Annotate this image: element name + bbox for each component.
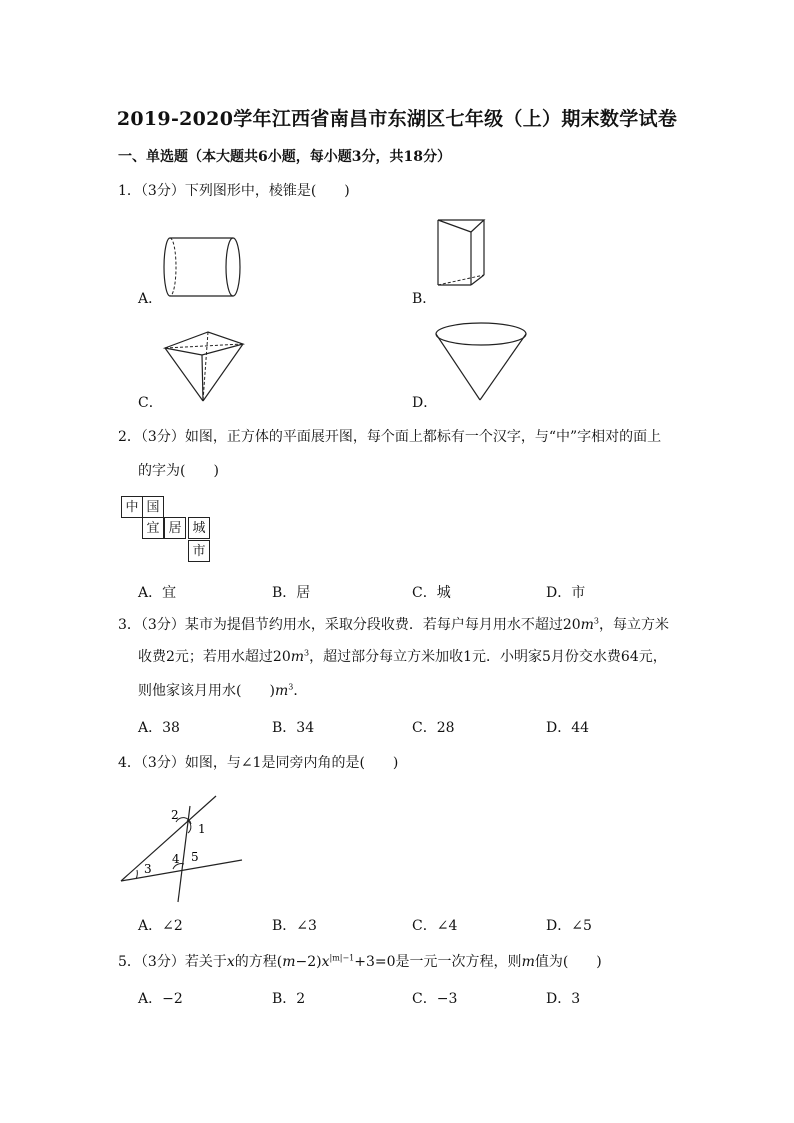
q4-option-a[interactable]: A．∠2 bbox=[138, 918, 183, 934]
page-title: 2019-2020学年江西省南昌市东湖区七年级（上）期末数学试卷 bbox=[116, 108, 678, 130]
q5-option-d[interactable]: D．3 bbox=[546, 991, 581, 1007]
q3-option-a[interactable]: A．38 bbox=[138, 720, 180, 736]
q1-option-d[interactable]: D． bbox=[412, 395, 438, 411]
q3-option-c[interactable]: C．28 bbox=[412, 720, 455, 736]
section-heading: 一、单选题（本大题共6小题，每小题3分，共18分） bbox=[118, 149, 451, 165]
net-cell-guo: 国 bbox=[142, 496, 164, 518]
q2-option-c[interactable]: C．城 bbox=[412, 585, 451, 601]
net-cell-zhong: 中 bbox=[121, 496, 143, 518]
angle-label-5: 5 bbox=[191, 850, 199, 864]
q4-option-b[interactable]: B．∠3 bbox=[272, 918, 317, 934]
q3-stem-line3: 则他家该月用水( )$m^3$． bbox=[138, 682, 308, 699]
q2-stem-line2: 的字为( ) bbox=[138, 463, 219, 479]
figure-cylinder bbox=[160, 234, 250, 300]
q1-option-c[interactable]: C． bbox=[138, 395, 163, 411]
q5-option-b[interactable]: B．2 bbox=[272, 991, 306, 1007]
angle-label-3: 3 bbox=[144, 862, 152, 876]
q3-option-d[interactable]: D．44 bbox=[546, 720, 590, 736]
angle-label-4: 4 bbox=[172, 852, 180, 866]
angle-label-2: 2 bbox=[171, 808, 179, 822]
figure-triangular-prism bbox=[436, 218, 496, 290]
q4-stem: 4．（3分）如图，与∠1是同旁内角的是( ) bbox=[118, 755, 399, 771]
q2-option-a[interactable]: A．宜 bbox=[138, 585, 177, 601]
q3-option-b[interactable]: B．34 bbox=[272, 720, 315, 736]
q2-option-b[interactable]: B．居 bbox=[272, 585, 311, 601]
net-cell-cheng: 城 bbox=[188, 517, 210, 539]
q5-option-a[interactable]: A．−2 bbox=[138, 991, 183, 1007]
figure-intersecting-lines bbox=[118, 790, 248, 904]
q5-option-c[interactable]: C．−3 bbox=[412, 991, 458, 1007]
q1-option-a[interactable]: A． bbox=[138, 291, 163, 307]
q3-stem-line2: 收费2元；若用水超过$20m^3$，超过部分每立方米加收1元．小明家5月份交水费64元， bbox=[138, 648, 667, 665]
q4-option-d[interactable]: D．∠5 bbox=[546, 918, 592, 934]
q3-stem-line1: 3．（3分）某市为提倡节约用水，采取分段收费．若每户每月用水不超过$20m^3$，每立方米 bbox=[118, 616, 670, 633]
q2-stem-line1: 2．（3分）如图，正方体的平面展开图，每个面上都标有一个汉字，与“中”字相对的面上 bbox=[118, 429, 662, 445]
cube-net-figure bbox=[118, 494, 214, 570]
figure-pyramid bbox=[160, 330, 250, 404]
q1-stem: 1．（3分）下列图形中，棱锥是( ) bbox=[118, 183, 350, 199]
net-cell-shi: 市 bbox=[188, 540, 210, 562]
net-cell-ju: 居 bbox=[164, 517, 186, 539]
figure-cone bbox=[434, 320, 530, 404]
q1-option-b[interactable]: B． bbox=[412, 291, 437, 307]
q4-option-c[interactable]: C．∠4 bbox=[412, 918, 458, 934]
angle-label-1: 1 bbox=[198, 822, 206, 836]
q5-stem: 5．（3分）若关于x的方程$(m-2)x^{|m|-1}+3=0$是一元一次方程，则m值为( ) bbox=[118, 953, 602, 970]
q2-option-d[interactable]: D．市 bbox=[546, 585, 586, 601]
net-cell-yi: 宜 bbox=[142, 517, 164, 539]
